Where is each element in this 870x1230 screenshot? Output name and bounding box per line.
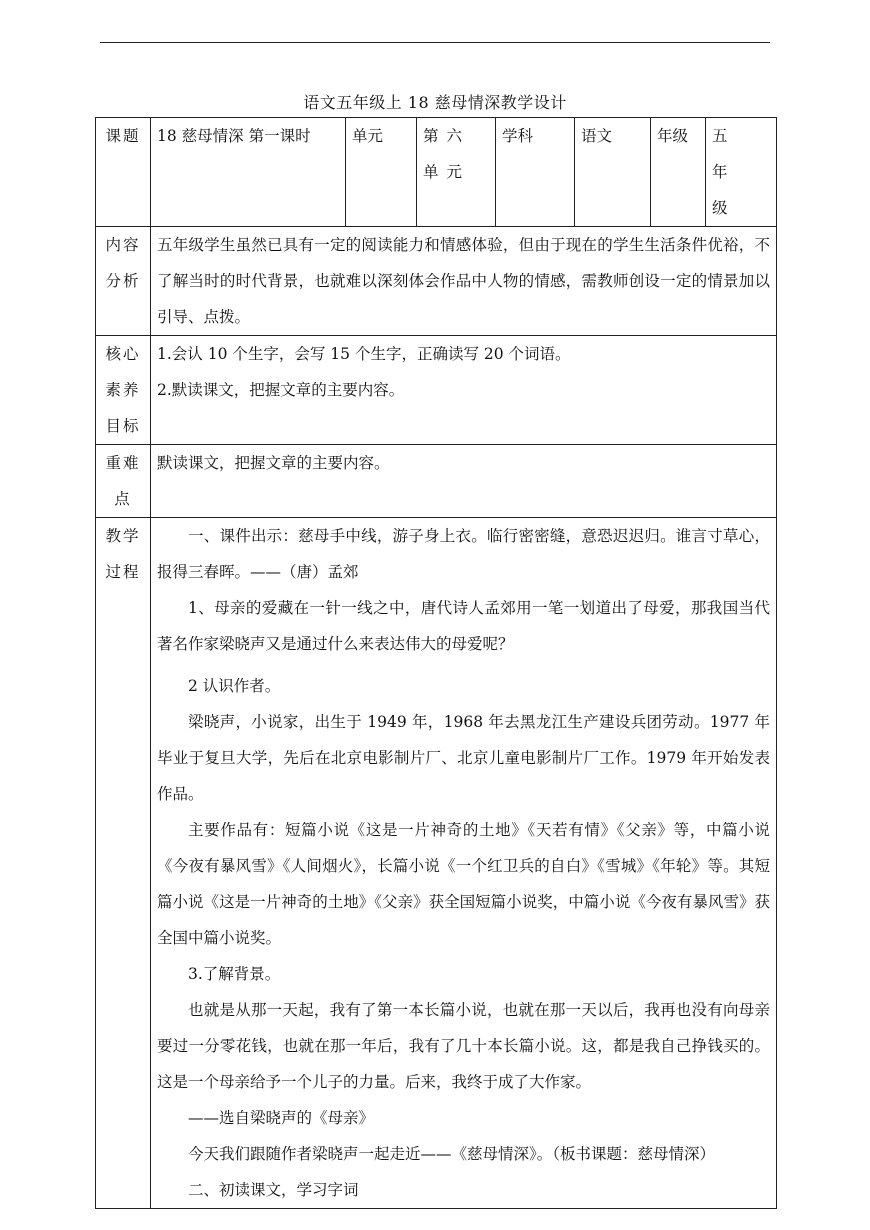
document-title: 语文五年级上 18 慈母情深教学设计: [303, 93, 567, 112]
unit-label: 单元: [346, 118, 417, 227]
process-row: [96, 518, 777, 1209]
grade-value: 五年级: [706, 118, 777, 227]
core-goals-cell: [151, 336, 777, 445]
header-row: [96, 118, 777, 227]
process-paragraph: 梁晓声，小说家，出生于 1949 年，1968 年去黑龙江生产建设兵团劳动。1977 年毕业于复旦大学，先后在北京电影制片厂、北京儿童电影制片厂工作。1979 年开始发表作品。: [157, 713, 770, 803]
core-goals-label: 核心素养目标: [96, 336, 151, 445]
process-paragraph: 也就是从那一天起，我有了第一本长篇小说，也就在那一天以后，我再也没有向母亲要过一分零花钱，也就在那一年后，我有了几十本长篇小说。这，都是我自己挣钱买的。这是一个母亲给予一个儿子的力量。后来，我终于成了大作家。: [157, 1001, 770, 1091]
process-paragraph: 一、课件出示：慈母手中线，游子身上衣。临行密密缝，意恐迟迟归。谁言寸草心，报得三春晖。——（唐）孟郊: [157, 527, 770, 581]
key-points-row: [96, 445, 777, 518]
process-paragraph: 1、母亲的爱藏在一针一线之中，唐代诗人孟郊用一笔一划道出了母爱，那我国当代著名作家梁晓声又是通过什么来表达伟大的母爱呢？: [157, 599, 770, 653]
grade-label: 年级: [651, 118, 706, 227]
unit-value: 第六单元: [417, 118, 496, 227]
subject-label: 学科: [496, 118, 575, 227]
content-analysis-cell: [151, 227, 777, 336]
process-paragraph: 二、初读课文，学习字词: [188, 1181, 359, 1199]
content-analysis-text: 五年级学生虽然已具有一定的阅读能力和情感体验，但由于现在的学生生活条件优裕，不了解当时的时代背景，也就难以深刻体会作品中人物的情感，需教师创设一定的情景加以引导、点拨。: [157, 236, 770, 326]
process-paragraph: 3.了解背景。: [188, 965, 281, 983]
process-label: 教学过程: [96, 518, 151, 1209]
subject-value: 语文: [575, 118, 651, 227]
content-analysis-label: 内容分析: [96, 227, 151, 336]
process-cell: [151, 518, 777, 1209]
key-points-text: 默读课文，把握文章的主要内容。: [157, 454, 390, 472]
header-rule: [100, 42, 770, 43]
key-points-label: 重难点: [96, 445, 151, 518]
content-analysis-row: [96, 227, 777, 336]
lesson-value: 18 慈母情深 第一课时: [151, 118, 346, 227]
process-paragraph: 今天我们跟随作者梁晓声一起走近——《慈母情深》。（板书课题：慈母情深）: [188, 1145, 716, 1163]
lesson-label: 课题: [96, 118, 151, 227]
core-goals-row: [96, 336, 777, 445]
process-paragraph: 主要作品有：短篇小说《这是一片神奇的土地》《天若有情》《父亲》等，中篇小说《今夜有暴风雪》《人间烟火》，长篇小说《一个红卫兵的自白》《雪城》《年轮》等。其短篇小说《这是一片神奇的土地》《父亲》获全国短篇小说奖，中篇小说《今夜有暴风雪》获全国中篇小说奖。: [157, 821, 770, 947]
key-points-cell: [151, 445, 777, 518]
core-goal-1: 1.会认 10 个生字，会写 15 个生字，正确读写 20 个词语。: [157, 345, 571, 363]
core-goal-2: 2.默读课文，把握文章的主要内容。: [157, 381, 405, 399]
lesson-plan-table: [95, 117, 777, 1209]
process-paragraph: 2 认识作者。: [188, 677, 281, 695]
process-paragraph: ——选自梁晓声的《母亲》: [188, 1109, 375, 1127]
